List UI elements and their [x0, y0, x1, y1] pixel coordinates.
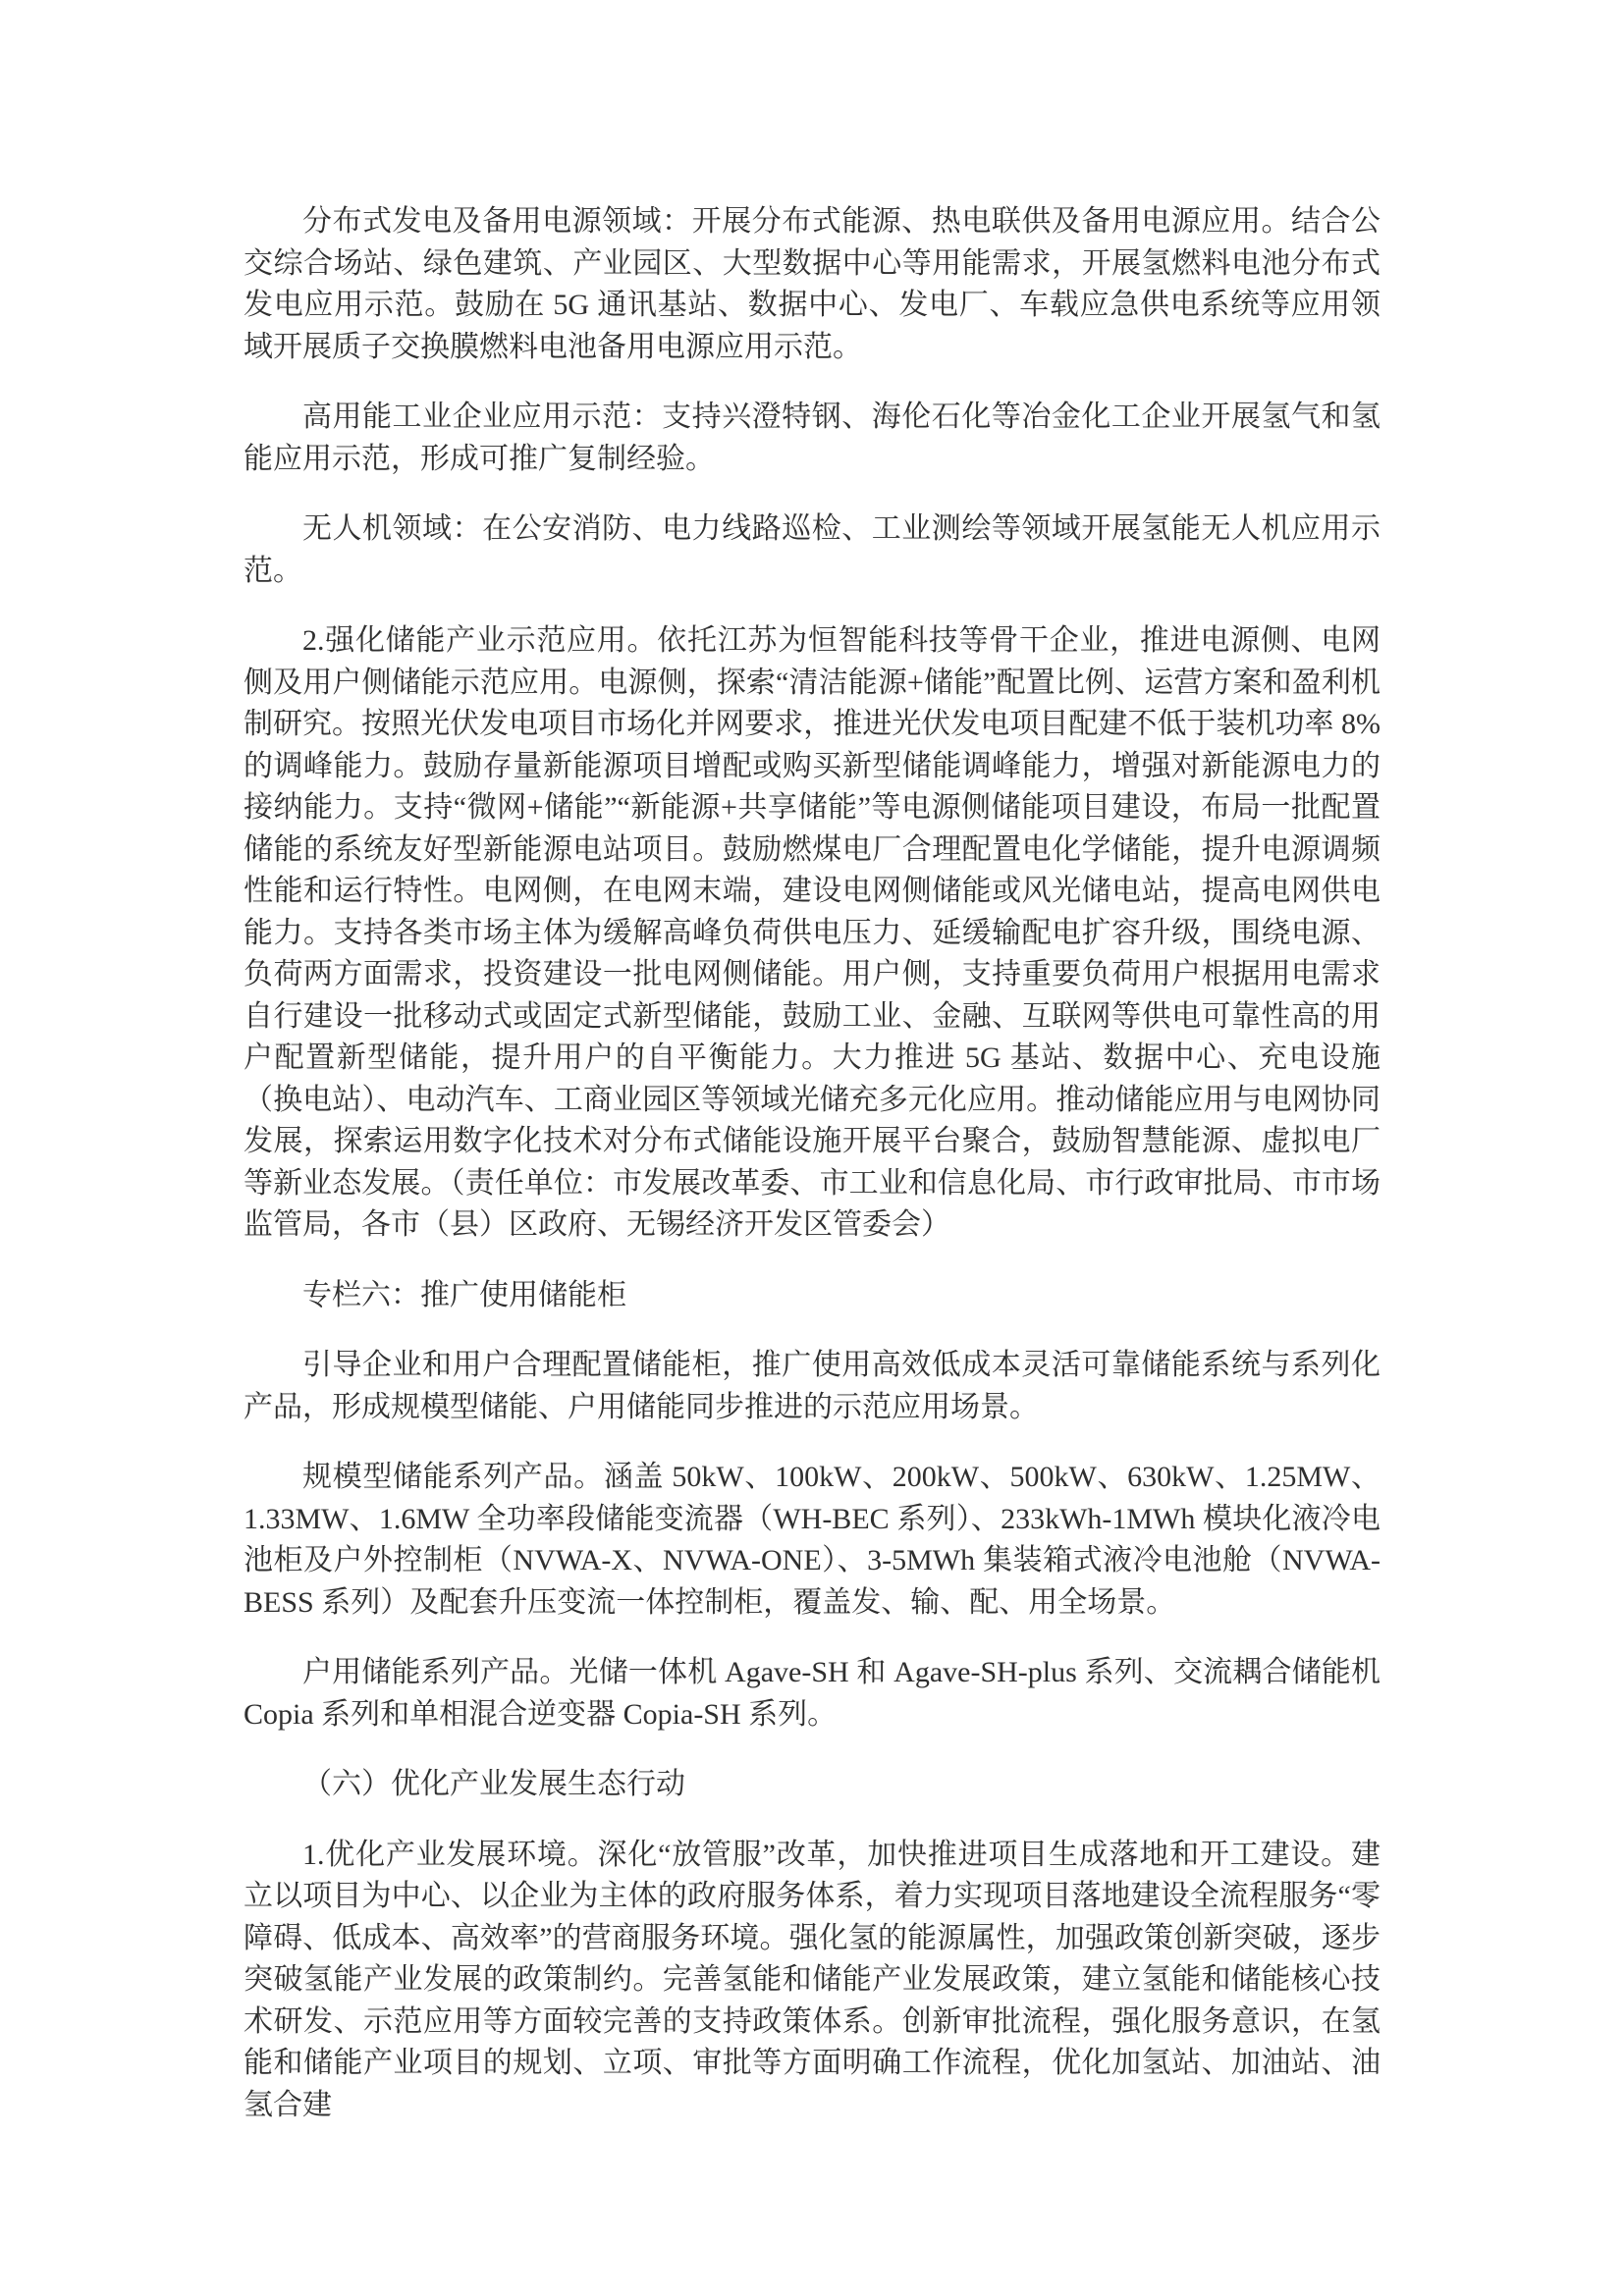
paragraph-distributed-generation-backup-power: 分布式发电及备用电源领域：开展分布式能源、热电联供及备用电源应用。结合公交综合场站、绿色建筑、产业园区、大型数据中心等用能需求，开展氢燃料电池分布式发电应用示范。鼓励在 5G 通讯基站、数据中心、发电厂、车载应急供电系统等应用领域开展质子交换膜燃料电池备用电源应用示范。 — [244, 205, 1380, 363]
paragraph-optimize-industry-environment: 1.优化产业发展环境。深化“放管服”改革，加快推进项目生成落地和开工建设。建立以项目为中心、以企业为主体的政府服务体系，着力实现项目落地建设全流程服务“零障碍、低成本、高效率”的营商服务环境。强化氢的能源属性，加强政策创新突破，逐步突破氢能产业发展的政策制约。完善氢能和储能产业发展政策，建立氢能和储能核心技术研发、示范应用等方面较完善的支持政策体系。创新审批流程，强化服务意识，在氢能和储能产业项目的规划、立项、审批等方面明确工作流程，优化加氢站、加油站、油氢合建 — [244, 1838, 1380, 2121]
paragraph-household-storage-products: 户用储能系列产品。光储一体机 Agave-SH 和 Agave-SH-plus 系列、交流耦合储能机 Copia 系列和单相混合逆变器 Copia-SH 系列。 — [244, 1656, 1380, 1731]
paragraph-grid-scale-storage-products: 规模型储能系列产品。涵盖 50kW、100kW、200kW、500kW、630kW、1.25MW、1.33MW、1.6MW 全功率段储能变流器（WH-BEC 系列）、233kWh-1MWh 模块化液冷电池柜及户外控制柜（NVWA-X、NVWA-ONE）、3-5MWh 集装箱式液冷电池舱（NVWA-BESS 系列）及配套升压变流一体控制柜，覆盖发、输、配、用全场景。 — [244, 1461, 1380, 1619]
paragraph-section-six-heading: （六）优化产业发展生态行动 — [302, 1768, 685, 1800]
document-text-block — [244, 201, 1380, 2155]
paragraph-storage-industry-demo-application: 2.强化储能产业示范应用。依托江苏为恒智能科技等骨干企业，推进电源侧、电网侧及用户侧储能示范应用。电源侧，探索“清洁能源+储能”配置比例、运营方案和盈利机制研究。按照光伏发电项目市场化并网要求，推进光伏发电项目配建不低于装机功率 8%的调峰能力。鼓励存量新能源项目增配或购买新型储能调峰能力，增强对新能源电力的接纳能力。支持“微网+储能”“新能源+共享储能”等电源侧储能项目建设，布局一批配置储能的系统友好型新能源电站项目。鼓励燃煤电厂合理配置电化学储能，提升电源调频性能和运行特性。电网侧，在电网末端，建设电网侧储能或风光储电站，提高电网供电能力。支持各类市场主体为缓解高峰负荷供电压力、延缓输配电扩容升级，围绕电源、负荷两方面需求，投资建设一批电网侧储能。用户侧，支持重要负荷用户根据用电需求自行建设一批移动式或固定式新型储能，鼓励工业、金融、互联网等供电可靠性高的用户配置新型储能，提升用户的自平衡能力。大力推进 5G 基站、数据中心、充电设施（换电站）、电动汽车、工商业园区等领域光储充多元化应用。推动储能应用与电网协同发展，探索运用数字化技术对分布式储能设施开展平台聚合，鼓励智慧能源、虚拟电厂等新业态发展。（责任单位：市发展改革委、市工业和信息化局、市行政审批局、市市场监管局，各市（县）区政府、无锡经济开发区管委会） — [244, 624, 1380, 1241]
paragraph-uav-field: 无人机领域：在公安消防、电力线路巡检、工业测绘等领域开展氢能无人机应用示范。 — [244, 512, 1380, 587]
paragraph-column-six-intro: 引导企业和用户合理配置储能柜，推广使用高效低成本灵活可靠储能系统与系列化产品，形成规模型储能、户用储能同步推进的示范应用场景。 — [244, 1349, 1380, 1423]
paragraph-column-six-heading: 专栏六：推广使用储能柜 — [302, 1278, 626, 1311]
paragraph-high-energy-industrial-demo: 高用能工业企业应用示范：支持兴澄特钢、海伦石化等冶金化工企业开展氢气和氢能应用示范，形成可推广复制经验。 — [244, 400, 1380, 475]
